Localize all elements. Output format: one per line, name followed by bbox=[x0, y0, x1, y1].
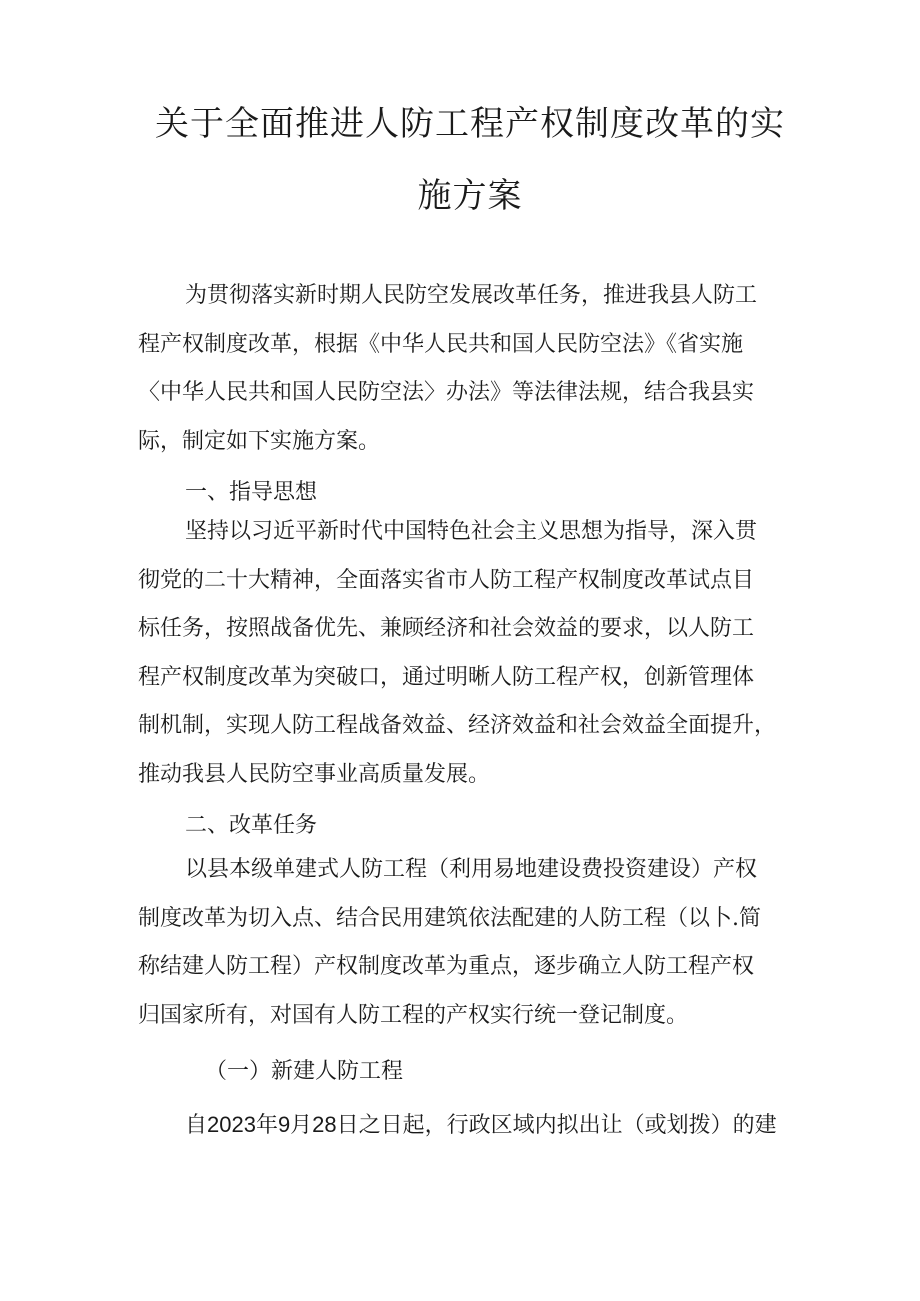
paragraph-line: 程产权制度改革，根据《中华人民共和国人民防空法》《省实施 bbox=[138, 331, 744, 357]
paragraph-line: 标任务，按照战备优先、兼顾经济和社会效益的要求，以人防工 bbox=[138, 616, 755, 641]
paragraph-line: 彻党的二十大精神，全面落实省市人防工程产权制度改革试点目 bbox=[138, 567, 755, 593]
paragraph-line: 归国家所有，对国有人防工程的产权实行统一登记制度。 bbox=[138, 1002, 689, 1028]
paragraph-line: 称结建人防工程）产权制度改革为重点，逐步确立人防工程产权 bbox=[138, 954, 755, 979]
paragraph-line: 为贯彻落实新时期人民防空发展改革任务，推进我县人防工 bbox=[185, 283, 758, 308]
document-title-line-1: 关于全面推进人防工程产权制度改革的实 bbox=[155, 104, 785, 144]
paragraph-line: 程产权制度改革为突破口，通过明晰人防工程产权，创新管理体 bbox=[138, 664, 755, 690]
intro-paragraph bbox=[138, 272, 798, 466]
document-title-line-2: 施方案 bbox=[417, 176, 523, 216]
paragraph-line: 〈中华人民共和国人民防空法〉办法》等法律法规，结合我县实 bbox=[138, 380, 755, 405]
paragraph-line: 自2023年9月28日之日起，行政区域内拟出让（或划拨）的建 bbox=[185, 1112, 777, 1137]
subsection-heading-new-projects: （一）新建人防工程 bbox=[205, 1059, 404, 1084]
subsection-paragraph bbox=[138, 1101, 798, 1150]
section-heading-reform-tasks: 二、改革任务 bbox=[185, 813, 318, 838]
section2-paragraph bbox=[138, 846, 798, 1040]
section1-paragraph bbox=[138, 508, 798, 799]
paragraph-line: 制度改革为切入点、结合民用建筑依法配建的人防工程（以卜.简 bbox=[138, 905, 761, 931]
paragraph-line: 制机制，实现人防工程战备效益、经济效益和社会效益全面提升， bbox=[138, 713, 777, 738]
paragraph-line: 以县本级单建式人防工程（利用易地建设费投资建设）产权 bbox=[185, 857, 758, 882]
section-heading-guiding-ideology: 一、指导思想 bbox=[185, 480, 318, 505]
paragraph-line: 推动我县人民防空事业高质量发展。 bbox=[138, 761, 491, 787]
paragraph-line: 际，制定如下实施方案。 bbox=[138, 428, 381, 454]
paragraph-line: 坚持以习近平新时代中国特色社会主义思想为指导，深入贯 bbox=[185, 519, 758, 544]
